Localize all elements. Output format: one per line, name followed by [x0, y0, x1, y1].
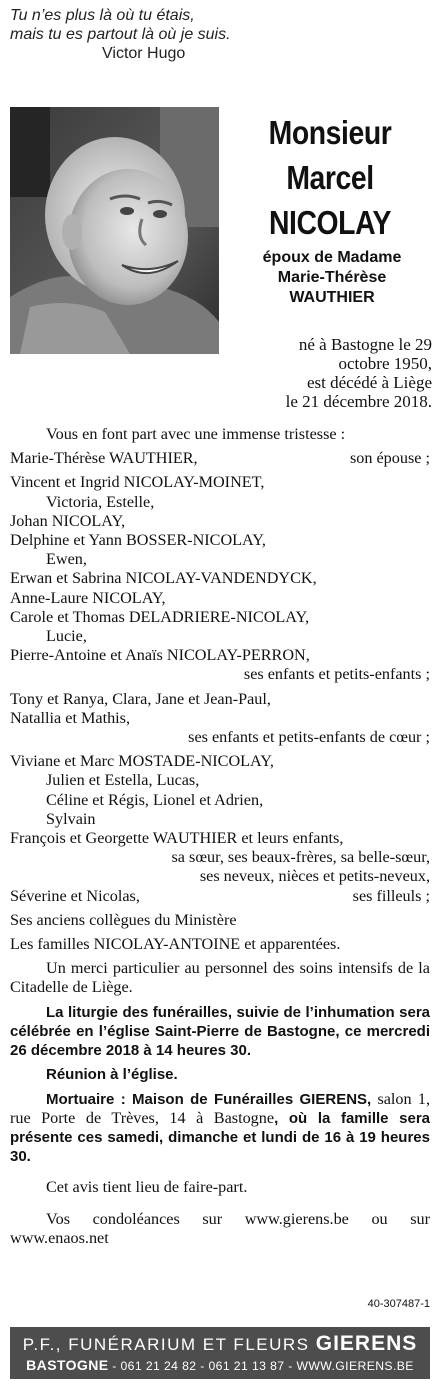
family-line: Johan NICOLAY, [10, 511, 126, 530]
family-line: Céline et Régis, Lionel et Adrien, [46, 790, 264, 809]
family-line: Viviane et Marc MOSTADE-NICOLAY, [10, 752, 274, 771]
families-line: Les familles NICOLAY-ANTOINE et apparentées. [10, 935, 341, 954]
footer-line-2 [10, 1357, 430, 1373]
spouse-line-3: WAUTHIER [289, 289, 375, 306]
spouse-block [232, 248, 432, 308]
mortuary-address: salon 1, rue Porte de Trèves, 14 à Bastogne [10, 1089, 430, 1127]
born-line-2: octobre 1950, [338, 354, 432, 373]
godchildren-name: Séverine et Nicolas, [10, 886, 140, 905]
liturgy-paragraph: La liturgie des funérailles, suivie de l’inhumation sera célébrée en l’église Saint-Pierre de Bastogne, ce mercredi 26 décembre 2018 à 14 heures 30. [10, 1003, 430, 1060]
family-role-line: ses neveux, nièces et petits-neveux, [199, 867, 430, 886]
announce-line: Vous en font part avec une immense tristesse : [46, 425, 346, 443]
family-role-line: ses enfants et petits-enfants ; [243, 665, 430, 684]
quote-line-1: Tu n’es plus là où tu étais, [10, 7, 195, 24]
family-line: Natallia et Mathis, [10, 708, 131, 727]
family-line: Tony et Ranya, Clara, Jane et Jean-Paul, [10, 689, 271, 708]
mortuary-presence: , où la famille sera présente ces samedi, dimanche et lundi de 16 à 19 heures 30. [10, 1109, 430, 1166]
thanks-paragraph: Un merci particulier au personnel des soins intensifs de la Citadelle de Liège. [10, 959, 430, 997]
godchildren-role: ses filleuls ; [352, 886, 430, 905]
family-line: Vincent et Ingrid NICOLAY-MOINET, [10, 473, 265, 492]
footer-line-1 [10, 1332, 430, 1356]
portrait-photo [10, 107, 219, 354]
footer-service: P.F., FUNÉRARIUM ET FLEURS [22, 1335, 310, 1354]
spouse-line-1: époux de Madame [262, 249, 402, 266]
family-line: Delphine et Yann BOSSER-NICOLAY, [10, 531, 266, 550]
family-line: Ewen, [46, 550, 87, 569]
spouse-line-2: Marie-Thérèse [277, 269, 387, 286]
notice-line: Cet avis tient lieu de faire-part. [46, 1178, 248, 1197]
colleagues-line: Ses anciens collègues du Ministère [10, 910, 237, 929]
family-line: Carole et Thomas DELADRIERE-NICOLAY, [10, 607, 310, 626]
footer-city: BASTOGNE [26, 1357, 109, 1373]
family-role-line: ses enfants et petits-enfants de cœur ; [188, 728, 430, 747]
wife-line [10, 449, 430, 468]
wife-name: Marie-Thérèse WAUTHIER, [10, 449, 198, 468]
announcement-body [10, 425, 430, 1248]
quote-line-2: mais tu es partout là où je suis. [10, 26, 231, 43]
family-role-line: sa sœur, ses beaux-frères, sa belle-sœur, [171, 848, 430, 867]
epitaph-quote [10, 6, 231, 63]
funeral-home-footer [10, 1327, 430, 1379]
family-line: Victoria, Estelle, [46, 492, 155, 511]
born-line-4: le 21 décembre 2018. [285, 392, 432, 411]
family-line: Erwan et Sabrina NICOLAY-VANDENDYCK, [10, 569, 317, 588]
deceased-name [244, 110, 416, 245]
family-line: Sylvain [46, 809, 96, 828]
family-line: François et Georgette WAUTHIER et leurs enfants, [10, 829, 344, 848]
family-line: Pierre-Antoine et Anaïs NICOLAY-PERRON, [10, 646, 310, 665]
birth-death-block [224, 335, 432, 411]
name-title: Monsieur [268, 114, 392, 151]
meeting-line: Réunion à l’église. [46, 1066, 178, 1084]
family-line: Anne-Laure NICOLAY, [10, 588, 166, 607]
condolences-paragraph: Vos condoléances sur www.gierens.be ou sur www.enaos.net [10, 1209, 430, 1247]
name-first: Marcel [286, 159, 374, 196]
name-last: NICOLAY [268, 204, 392, 241]
family-line: Lucie, [46, 627, 87, 646]
born-line-1: né à Bastogne le 29 [298, 335, 432, 354]
wife-role: son épouse ; [349, 449, 430, 468]
quote-author: Victor Hugo [102, 45, 186, 62]
footer-contacts: - 061 21 24 82 - 061 21 13 87 - WWW.GIERENS.BE [108, 1359, 414, 1373]
family-line: Julien et Estella, Lucas, [46, 771, 200, 790]
born-line-3: est décédé à Liège [306, 373, 432, 392]
footer-brand: GIERENS [315, 1332, 418, 1355]
reference-number: 40-307487-1 [367, 1298, 430, 1310]
mortuary-label: Mortuaire : Maison de Funérailles GIERENS, [46, 1090, 372, 1108]
mortuary-paragraph [10, 1090, 430, 1167]
godchildren-line [10, 887, 430, 906]
